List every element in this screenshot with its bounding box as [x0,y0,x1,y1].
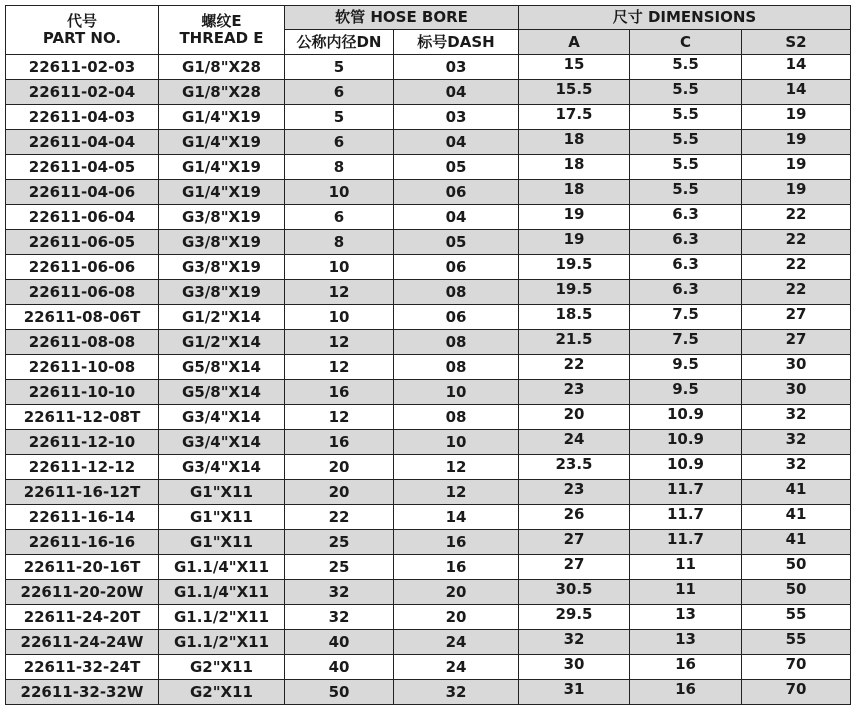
header-s2: S2 [742,30,851,55]
cell-thread: G1/4"X19 [159,105,285,130]
cell-dash: 06 [394,180,519,205]
cell-s2: 41 [742,530,851,555]
cell-thread: G1"X11 [159,530,285,555]
cell-thread: G1/4"X19 [159,180,285,205]
cell-thread: G1.1/2"X11 [159,630,285,655]
table-body [6,55,851,705]
cell-s2: 22 [742,280,851,305]
cell-s2: 55 [742,605,851,630]
cell-dash: 12 [394,480,519,505]
cell-dn: 10 [285,255,394,280]
cell-dn: 12 [285,405,394,430]
cell-thread: G1/2"X14 [159,305,285,330]
cell-c: 7.5 [630,305,742,330]
table-row [6,255,851,280]
cell-dash: 05 [394,230,519,255]
cell-a: 17.5 [519,105,630,130]
hose-fitting-spec-table [5,5,851,705]
cell-part: 22611-04-03 [6,105,159,130]
cell-dash: 08 [394,355,519,380]
cell-thread: G3/8"X19 [159,205,285,230]
cell-s2: 32 [742,430,851,455]
cell-part: 22611-32-32W [6,680,159,705]
cell-part: 22611-06-05 [6,230,159,255]
cell-c: 5.5 [630,130,742,155]
cell-dn: 50 [285,680,394,705]
cell-a: 30.5 [519,580,630,605]
cell-dash: 06 [394,305,519,330]
cell-s2: 19 [742,155,851,180]
table-row [6,530,851,555]
header-thread [159,6,285,55]
cell-part: 22611-20-16T [6,555,159,580]
table-row [6,505,851,530]
table-header [6,6,851,55]
cell-s2: 32 [742,455,851,480]
cell-s2: 30 [742,380,851,405]
table-row [6,380,851,405]
table-row [6,605,851,630]
cell-c: 11.7 [630,530,742,555]
cell-dash: 08 [394,330,519,355]
header-a: A [519,30,630,55]
header-dash: 标号DASH [394,30,519,55]
cell-thread: G2"X11 [159,655,285,680]
cell-thread: G2"X11 [159,680,285,705]
cell-c: 13 [630,605,742,630]
cell-part: 22611-06-08 [6,280,159,305]
cell-thread: G5/8"X14 [159,380,285,405]
table-row [6,555,851,580]
cell-dash: 05 [394,155,519,180]
cell-thread: G1/4"X19 [159,130,285,155]
cell-s2: 70 [742,655,851,680]
cell-c: 5.5 [630,155,742,180]
cell-dash: 08 [394,405,519,430]
cell-c: 11.7 [630,505,742,530]
cell-part: 22611-04-06 [6,180,159,205]
cell-part: 22611-12-08T [6,405,159,430]
cell-s2: 32 [742,405,851,430]
header-part-en: PART NO. [42,29,122,47]
cell-thread: G5/8"X14 [159,355,285,380]
cell-dash: 03 [394,105,519,130]
table-row [6,355,851,380]
cell-s2: 41 [742,480,851,505]
cell-c: 5.5 [630,105,742,130]
cell-thread: G1"X11 [159,505,285,530]
table-row [6,330,851,355]
cell-dn: 5 [285,105,394,130]
cell-dn: 40 [285,630,394,655]
cell-dn: 16 [285,380,394,405]
cell-a: 31 [519,680,630,705]
cell-part: 22611-20-20W [6,580,159,605]
cell-dash: 08 [394,280,519,305]
cell-part: 22611-06-06 [6,255,159,280]
table-row [6,105,851,130]
cell-c: 5.5 [630,55,742,80]
cell-c: 9.5 [630,380,742,405]
table-row [6,580,851,605]
cell-c: 6.3 [630,205,742,230]
cell-thread: G3/4"X14 [159,405,285,430]
cell-dn: 12 [285,280,394,305]
cell-s2: 27 [742,330,851,355]
cell-dn: 6 [285,205,394,230]
cell-dash: 16 [394,555,519,580]
cell-c: 10.9 [630,405,742,430]
cell-s2: 30 [742,355,851,380]
table-row [6,305,851,330]
cell-part: 22611-06-04 [6,205,159,230]
header-c: C [630,30,742,55]
cell-part: 22611-02-03 [6,55,159,80]
cell-a: 27 [519,555,630,580]
cell-part: 22611-16-16 [6,530,159,555]
cell-dn: 40 [285,655,394,680]
cell-a: 21.5 [519,330,630,355]
cell-dash: 20 [394,605,519,630]
cell-s2: 70 [742,680,851,705]
cell-part: 22611-04-05 [6,155,159,180]
cell-dash: 20 [394,580,519,605]
table-row [6,455,851,480]
cell-dn: 12 [285,330,394,355]
table-row [6,130,851,155]
cell-a: 22 [519,355,630,380]
cell-dn: 10 [285,180,394,205]
cell-thread: G1/4"X19 [159,155,285,180]
table-row [6,230,851,255]
cell-c: 16 [630,680,742,705]
cell-thread: G3/4"X14 [159,430,285,455]
cell-s2: 55 [742,630,851,655]
cell-a: 18 [519,155,630,180]
cell-a: 18 [519,180,630,205]
cell-s2: 14 [742,55,851,80]
cell-thread: G3/8"X19 [159,230,285,255]
cell-c: 16 [630,655,742,680]
table-row [6,405,851,430]
table-row [6,430,851,455]
cell-c: 9.5 [630,355,742,380]
cell-thread: G1.1/2"X11 [159,605,285,630]
cell-part: 22611-02-04 [6,80,159,105]
cell-thread: G3/4"X14 [159,455,285,480]
table-row [6,280,851,305]
cell-dn: 5 [285,55,394,80]
cell-dn: 32 [285,580,394,605]
cell-c: 6.3 [630,255,742,280]
table-row [6,180,851,205]
cell-dash: 10 [394,430,519,455]
header-dimensions: 尺寸 DIMENSIONS [519,6,851,30]
cell-a: 23.5 [519,455,630,480]
cell-dash: 12 [394,455,519,480]
cell-dn: 22 [285,505,394,530]
cell-a: 24 [519,430,630,455]
table-row [6,80,851,105]
cell-dn: 16 [285,430,394,455]
cell-s2: 50 [742,555,851,580]
table-row [6,205,851,230]
header-thread-en: THREAD E [179,29,264,47]
cell-a: 23 [519,480,630,505]
cell-dn: 20 [285,480,394,505]
cell-a: 32 [519,630,630,655]
cell-dn: 6 [285,80,394,105]
cell-s2: 41 [742,505,851,530]
cell-s2: 22 [742,255,851,280]
table-row [6,480,851,505]
cell-s2: 19 [742,180,851,205]
cell-thread: G1/8"X28 [159,80,285,105]
cell-thread: G3/8"X19 [159,280,285,305]
cell-dash: 10 [394,380,519,405]
header-part-cn: 代号 [66,12,97,30]
cell-a: 18 [519,130,630,155]
cell-dn: 12 [285,355,394,380]
cell-part: 22611-32-24T [6,655,159,680]
cell-dash: 04 [394,130,519,155]
cell-s2: 50 [742,580,851,605]
cell-c: 10.9 [630,430,742,455]
cell-c: 6.3 [630,230,742,255]
cell-c: 7.5 [630,330,742,355]
cell-s2: 27 [742,305,851,330]
spec-table-container [5,5,851,705]
cell-part: 22611-10-10 [6,380,159,405]
header-part-no [6,6,159,55]
header-dn: 公称内径DN [285,30,394,55]
cell-a: 23 [519,380,630,405]
cell-part: 22611-24-24W [6,630,159,655]
cell-dn: 25 [285,530,394,555]
cell-a: 26 [519,505,630,530]
cell-dash: 16 [394,530,519,555]
cell-c: 11 [630,555,742,580]
cell-dn: 20 [285,455,394,480]
cell-a: 18.5 [519,305,630,330]
cell-c: 5.5 [630,80,742,105]
cell-a: 15.5 [519,80,630,105]
cell-s2: 14 [742,80,851,105]
cell-s2: 19 [742,130,851,155]
cell-dash: 32 [394,680,519,705]
cell-s2: 22 [742,230,851,255]
cell-part: 22611-16-12T [6,480,159,505]
cell-thread: G3/8"X19 [159,255,285,280]
cell-dash: 04 [394,205,519,230]
cell-dn: 10 [285,305,394,330]
cell-c: 5.5 [630,180,742,205]
cell-dn: 25 [285,555,394,580]
cell-thread: G1.1/4"X11 [159,555,285,580]
cell-c: 10.9 [630,455,742,480]
cell-dash: 14 [394,505,519,530]
cell-c: 11 [630,580,742,605]
cell-dash: 06 [394,255,519,280]
table-row [6,630,851,655]
table-row [6,680,851,705]
cell-part: 22611-24-20T [6,605,159,630]
cell-a: 29.5 [519,605,630,630]
header-hose-bore: 软管 HOSE BORE [285,6,519,30]
cell-thread: G1"X11 [159,480,285,505]
cell-dn: 8 [285,155,394,180]
cell-a: 27 [519,530,630,555]
cell-a: 19 [519,205,630,230]
table-row [6,155,851,180]
cell-part: 22611-08-06T [6,305,159,330]
cell-part: 22611-08-08 [6,330,159,355]
cell-dash: 03 [394,55,519,80]
cell-part: 22611-12-10 [6,430,159,455]
cell-c: 6.3 [630,280,742,305]
cell-part: 22611-16-14 [6,505,159,530]
cell-a: 15 [519,55,630,80]
cell-part: 22611-04-04 [6,130,159,155]
cell-a: 19 [519,230,630,255]
table-row [6,55,851,80]
cell-dn: 8 [285,230,394,255]
cell-a: 30 [519,655,630,680]
cell-dash: 24 [394,630,519,655]
cell-dn: 6 [285,130,394,155]
cell-dash: 24 [394,655,519,680]
cell-a: 19.5 [519,255,630,280]
cell-part: 22611-10-08 [6,355,159,380]
cell-a: 19.5 [519,280,630,305]
cell-dn: 32 [285,605,394,630]
cell-s2: 22 [742,205,851,230]
cell-part: 22611-12-12 [6,455,159,480]
cell-c: 11.7 [630,480,742,505]
cell-dash: 04 [394,80,519,105]
cell-c: 13 [630,630,742,655]
cell-a: 20 [519,405,630,430]
header-thread-cn: 螺纹E [201,12,242,30]
table-row [6,655,851,680]
cell-thread: G1/2"X14 [159,330,285,355]
cell-thread: G1.1/4"X11 [159,580,285,605]
cell-thread: G1/8"X28 [159,55,285,80]
cell-s2: 19 [742,105,851,130]
